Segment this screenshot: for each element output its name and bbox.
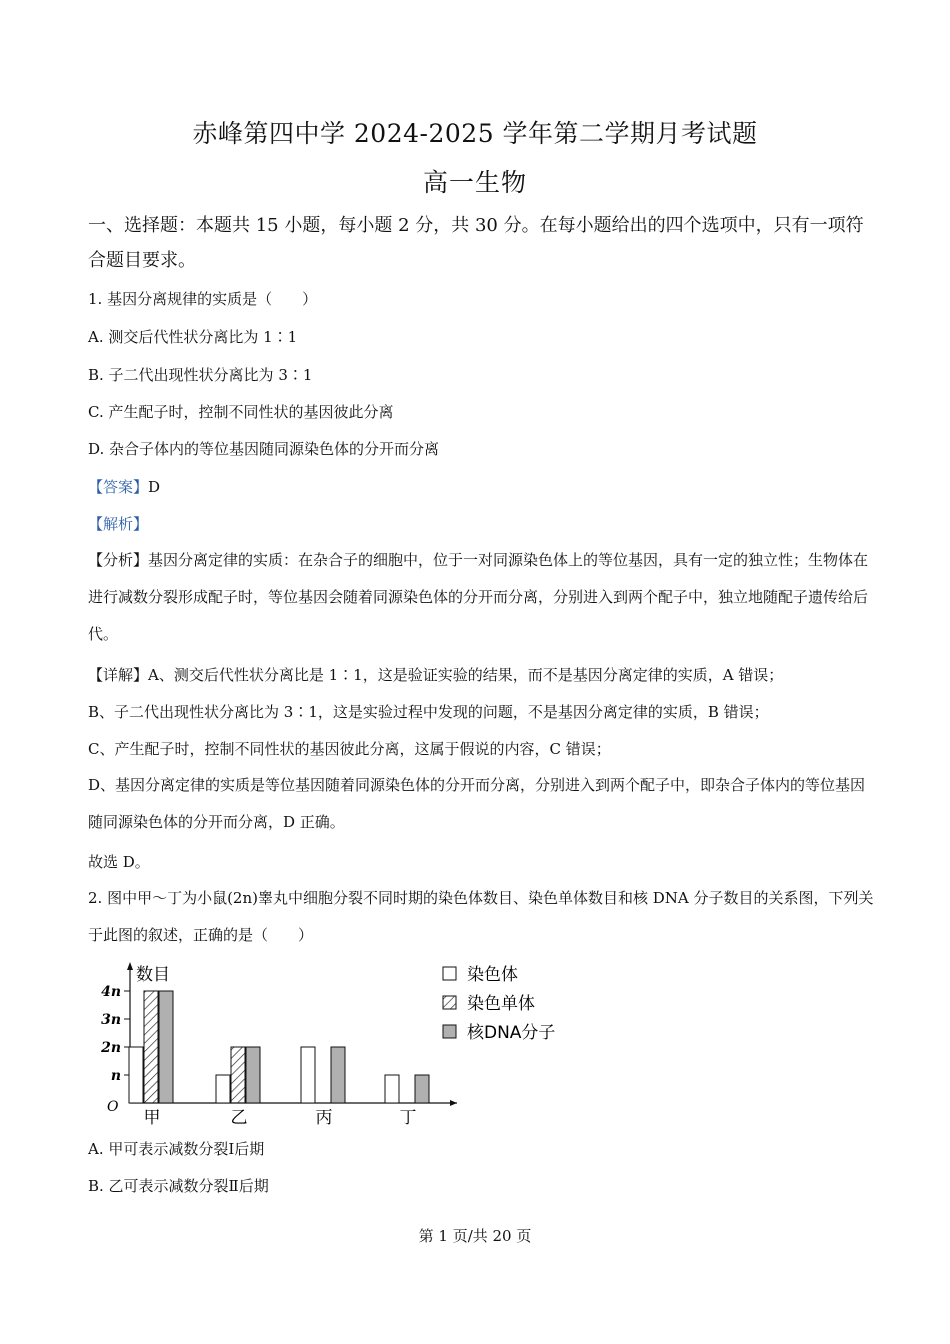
bar-chromatid — [231, 1047, 245, 1103]
legend-swatch — [443, 967, 456, 980]
bar-chromosome — [216, 1075, 230, 1103]
legend-label: 染色体 — [467, 965, 518, 985]
q1-detail-a — [88, 664, 783, 685]
category-label: 丁 — [399, 1108, 417, 1128]
answer-value: D — [148, 478, 161, 496]
legend-swatch — [443, 1025, 456, 1038]
q1-option-a: A. 测交后代性状分离比为 1∶1 — [88, 328, 298, 346]
q1-stem: 1. 基因分离规律的实质是（ ） — [88, 290, 318, 308]
detail-a-text: A、测交后代性状分离比是 1∶1，这是验证实验的结果，而不是基因分离定律的实质，A 错误； — [148, 666, 784, 684]
bar-chromatid — [144, 991, 158, 1103]
chromosome-bar-chart — [85, 958, 605, 1128]
exam-title: 赤峰第四中学 2024-2025 学年第二学期月考试题 — [192, 119, 758, 148]
q1-conclusion: 故选 D。 — [88, 853, 150, 871]
fenxi-text: 基因分离定律的实质：在杂合子的细胞中，位于一对同源染色体上的等位基因，具有一定的独立性；生物体在进行减数分裂形成配子时，等位基因会随着同源染色体的分开而分离，分别进入到两个配子中，独立地随配子遗传给后代。 — [88, 551, 869, 643]
bar-dna — [415, 1075, 429, 1103]
y-axis-label: 数目 — [136, 965, 170, 985]
section-instructions: 一、选择题：本题共 15 小题，每小题 2 分，共 30 分。在每小题给出的四个选项中，只有一项符合题目要求。 — [88, 215, 864, 271]
q1-detail-c: C、产生配子时，控制不同性状的基因彼此分离，这属于假说的内容，C 错误； — [88, 740, 611, 758]
bar-dna — [159, 991, 173, 1103]
q2-option-a: A. 甲可表示减数分裂Ⅰ后期 — [88, 1140, 265, 1158]
q2-stem: 2. 图中甲～丁为小鼠(2n)睾丸中细胞分裂不同时期的染色体数目、染色单体数目和核 DNA 分子数目的关系图，下列关于此图的叙述，正确的是（ ） — [88, 889, 874, 944]
answer-label: 【答案】 — [88, 478, 149, 496]
xiangjie-label: 【详解】 — [88, 666, 149, 684]
legend-label: 染色单体 — [467, 994, 535, 1014]
q1-detail-d: D、基因分离定律的实质是等位基因随着同源染色体的分开而分离，分别进入到两个配子中，即杂合子体内的等位基因随同源染色体的分开而分离，D 正确。 — [88, 776, 866, 831]
category-label: 丙 — [315, 1108, 333, 1128]
fenxi-label: 【分析】 — [88, 551, 149, 569]
q1-fenxi — [88, 542, 878, 653]
bar-chromosome — [129, 1047, 143, 1103]
x-axis-arrow — [450, 1100, 457, 1106]
origin-label: O — [107, 1099, 119, 1115]
analysis-label: 【解析】 — [88, 515, 149, 533]
q1-option-d: D. 杂合子体内的等位基因随同源染色体的分开而分离 — [88, 440, 440, 458]
category-label: 乙 — [230, 1108, 248, 1128]
y-tick-label: 2n — [101, 1040, 121, 1056]
bar-chromosome — [301, 1047, 315, 1103]
page-footer: 第 1 页/共 20 页 — [418, 1227, 532, 1245]
q1-option-c: C. 产生配子时，控制不同性状的基因彼此分离 — [88, 403, 394, 421]
category-label: 甲 — [143, 1108, 161, 1128]
legend-label: 核DNA分子 — [467, 1023, 556, 1043]
q1-detail-b: B、子二代出现性状分离比为 3∶1，这是实验过程中发现的问题，不是基因分离定律的实质，B 错误； — [88, 703, 769, 721]
bar-chromosome — [385, 1075, 399, 1103]
subject-title: 高一生物 — [422, 168, 527, 197]
bar-dna — [246, 1047, 260, 1103]
bar-dna — [331, 1047, 345, 1103]
y-tick-label: n — [110, 1068, 121, 1084]
y-axis-arrow — [127, 962, 133, 970]
q2-option-b: B. 乙可表示减数分裂Ⅱ后期 — [88, 1177, 269, 1195]
legend-swatch — [443, 996, 456, 1009]
y-tick-label: 3n — [101, 1012, 121, 1028]
q1-option-b: B. 子二代出现性状分离比为 3∶1 — [88, 366, 313, 384]
y-tick-label: 4n — [101, 984, 121, 1000]
q1-answer — [88, 476, 160, 497]
